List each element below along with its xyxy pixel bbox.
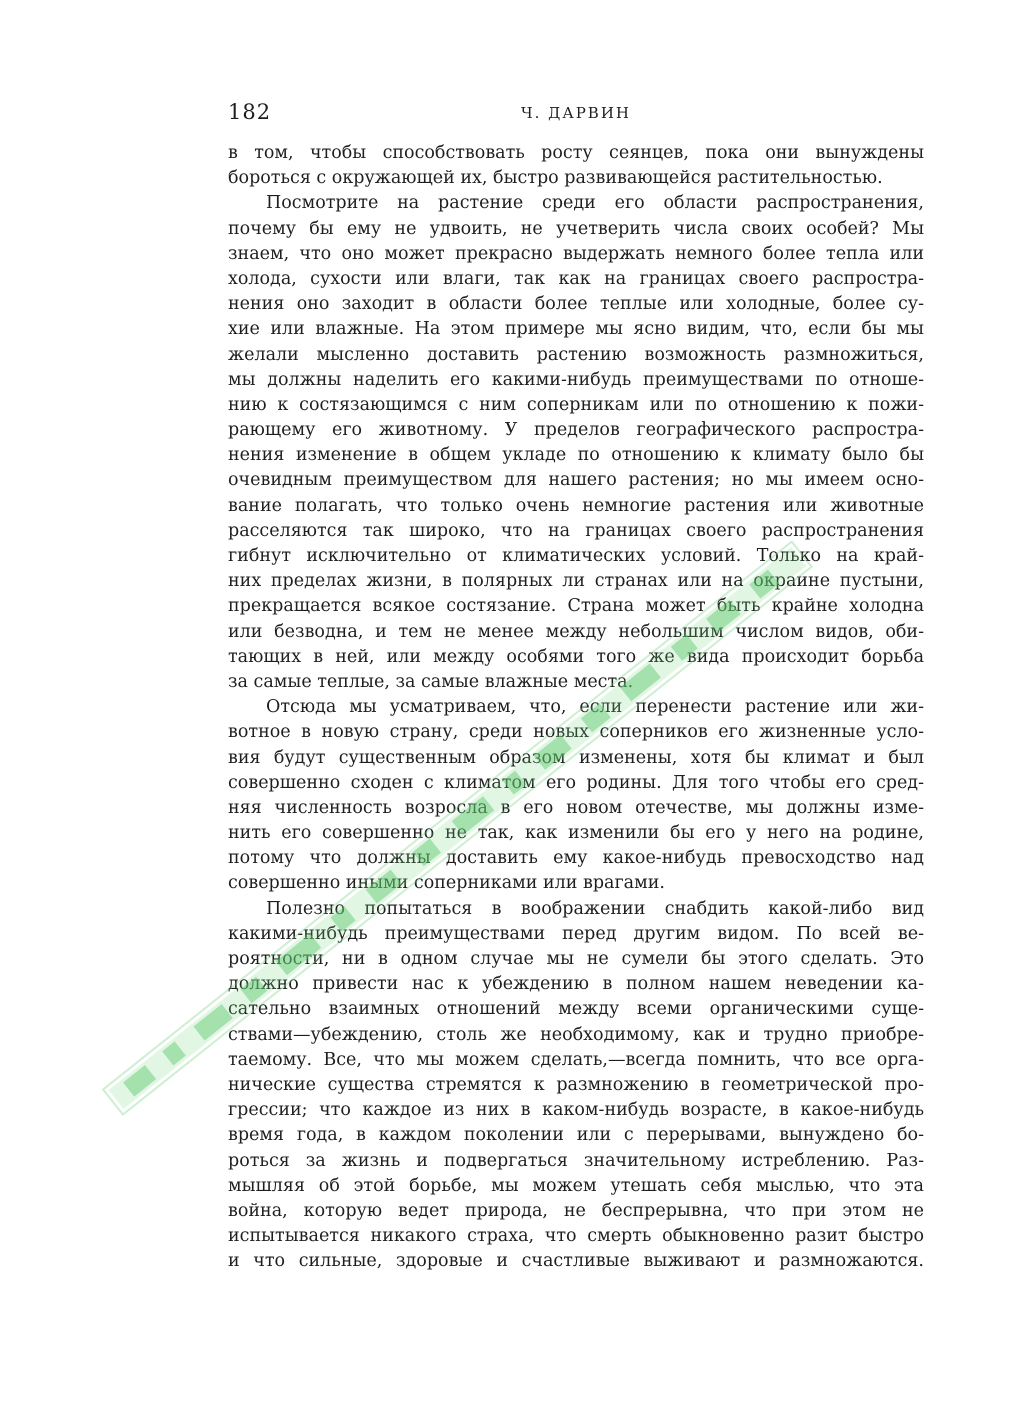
text-line: почему бы ему не удвоить, не учетверить числа своих особей? Мы [228, 218, 924, 239]
text-line: знаем, что оно может прекрасно выдержать немного более тепла или [228, 243, 924, 264]
text-line: вия будут существенным образом изменены, хотя бы климат и был [228, 747, 924, 768]
text-line: за самые теплые, за самые влажные места. [228, 671, 634, 692]
text-line: вание полагать, что только очень немногие растения или животные [228, 495, 924, 516]
text-line: и что сильные, здоровые и счастливые выживают и размножаются. [228, 1251, 924, 1272]
running-head: Ч. ДАРВИН [521, 104, 631, 122]
text-line: сательно взаимных отношений между всеми органическими суще- [228, 999, 924, 1020]
text-line: вотное в новую страну, среди новых соперников его жизненные усло- [228, 722, 924, 743]
text-line: Полезно попытаться в воображении снабдить какой-либо вид [266, 898, 924, 919]
text-line: них пределах жизни, в полярных ли странах или на окраине пустыни, [228, 571, 924, 592]
text-line: роться за жизнь и подвергаться значительному истреблению. Раз- [228, 1150, 924, 1171]
text-line: мышляя об этой борьбе, мы можем утешать себя мыслью, что эта [228, 1175, 924, 1196]
text-line: потому что должны доставить ему какое-нибудь превосходство над [228, 848, 924, 869]
text-line: таемому. Все, что мы можем сделать,—всегда помнить, что все орга- [228, 1049, 924, 1070]
text-line: бороться с окружающей их, быстро развивающейся растительностью. [228, 168, 883, 189]
text-line: должно привести нас к убеждению в полном нашем неведении ка- [228, 974, 924, 995]
text-line: очевидным преимуществом для нашего растения; но мы имеем осно- [228, 470, 924, 491]
page-number: 182 [228, 100, 272, 124]
text-line: расселяются так широко, что на границах своего распространения [228, 520, 924, 541]
text-line: война, которую ведет природа, не беспрерывна, что при этом не [228, 1200, 924, 1221]
text-line: мы должны наделить его какими-нибудь преимуществами по отноше- [228, 369, 924, 390]
text-line: или безводна, и тем не менее между небольшим числом видов, оби- [228, 621, 924, 642]
page-header [228, 100, 924, 130]
text-line: грессии; что каждое из них в каком-нибудь возрасте, в какое-нибудь [228, 1100, 924, 1121]
text-line: время года, в каждом поколении или с перерывами, вынуждено бо- [228, 1125, 924, 1146]
text-line: в том, чтобы способствовать росту сеянцев, пока они вынуждены [228, 143, 924, 163]
text-line: совершенно сходен с климатом его родины. Для того чтобы его сред- [228, 772, 924, 793]
text-line: нения изменение в общем укладе по отношению к климату было бы [228, 445, 924, 466]
text-line: няя численность возросла в его новом отечестве, мы должны изме- [228, 797, 924, 818]
text-line: желали мысленно доставить растению возможность размножиться, [228, 344, 924, 365]
text-line: какими-нибудь преимуществами перед другим видом. По всей ве- [228, 923, 924, 944]
text-line: Отсюда мы усматриваем, что, если перенести растение или жи- [266, 697, 924, 718]
text-line: тающих в ней, или между особями того же вида происходит борьба [228, 646, 924, 667]
text-line: нить его совершенно не так, как изменили бы его у него на родине, [228, 823, 924, 844]
text-line: нические существа стремятся к размножению в геометрической про- [228, 1074, 924, 1095]
text-line: нию к состязающимся с ним соперникам или по отношению к пожи- [228, 394, 924, 415]
text-line: гибнут исключительно от климатических условий. Только на край- [228, 546, 924, 566]
text-line: рающему его животному. У пределов географического распростра- [228, 420, 924, 441]
text-line: нения оно заходит в области более теплые или холодные, более су- [228, 294, 924, 315]
text-line: испытывается никакого страха, что смерть обыкновенно разит быстро [228, 1226, 924, 1247]
text-line: прекращается всякое состязание. Страна может быть крайне холодна [228, 596, 924, 617]
body-text [228, 141, 924, 1274]
text-line: роятности, ни в одном случае мы не сумели бы этого сделать. Это [228, 949, 924, 969]
text-line: совершенно иными соперниками или врагами. [228, 873, 665, 894]
text-line: Посмотрите на растение среди его области распространения, [266, 193, 924, 214]
text-line: ствами—убеждению, столь же необходимому, как и трудно приобре- [228, 1024, 924, 1045]
text-line: холода, сухости или влаги, так как на границах своего распростра- [228, 268, 924, 289]
text-line: хие или влажные. На этом примере мы ясно видим, что, если бы мы [228, 319, 924, 340]
